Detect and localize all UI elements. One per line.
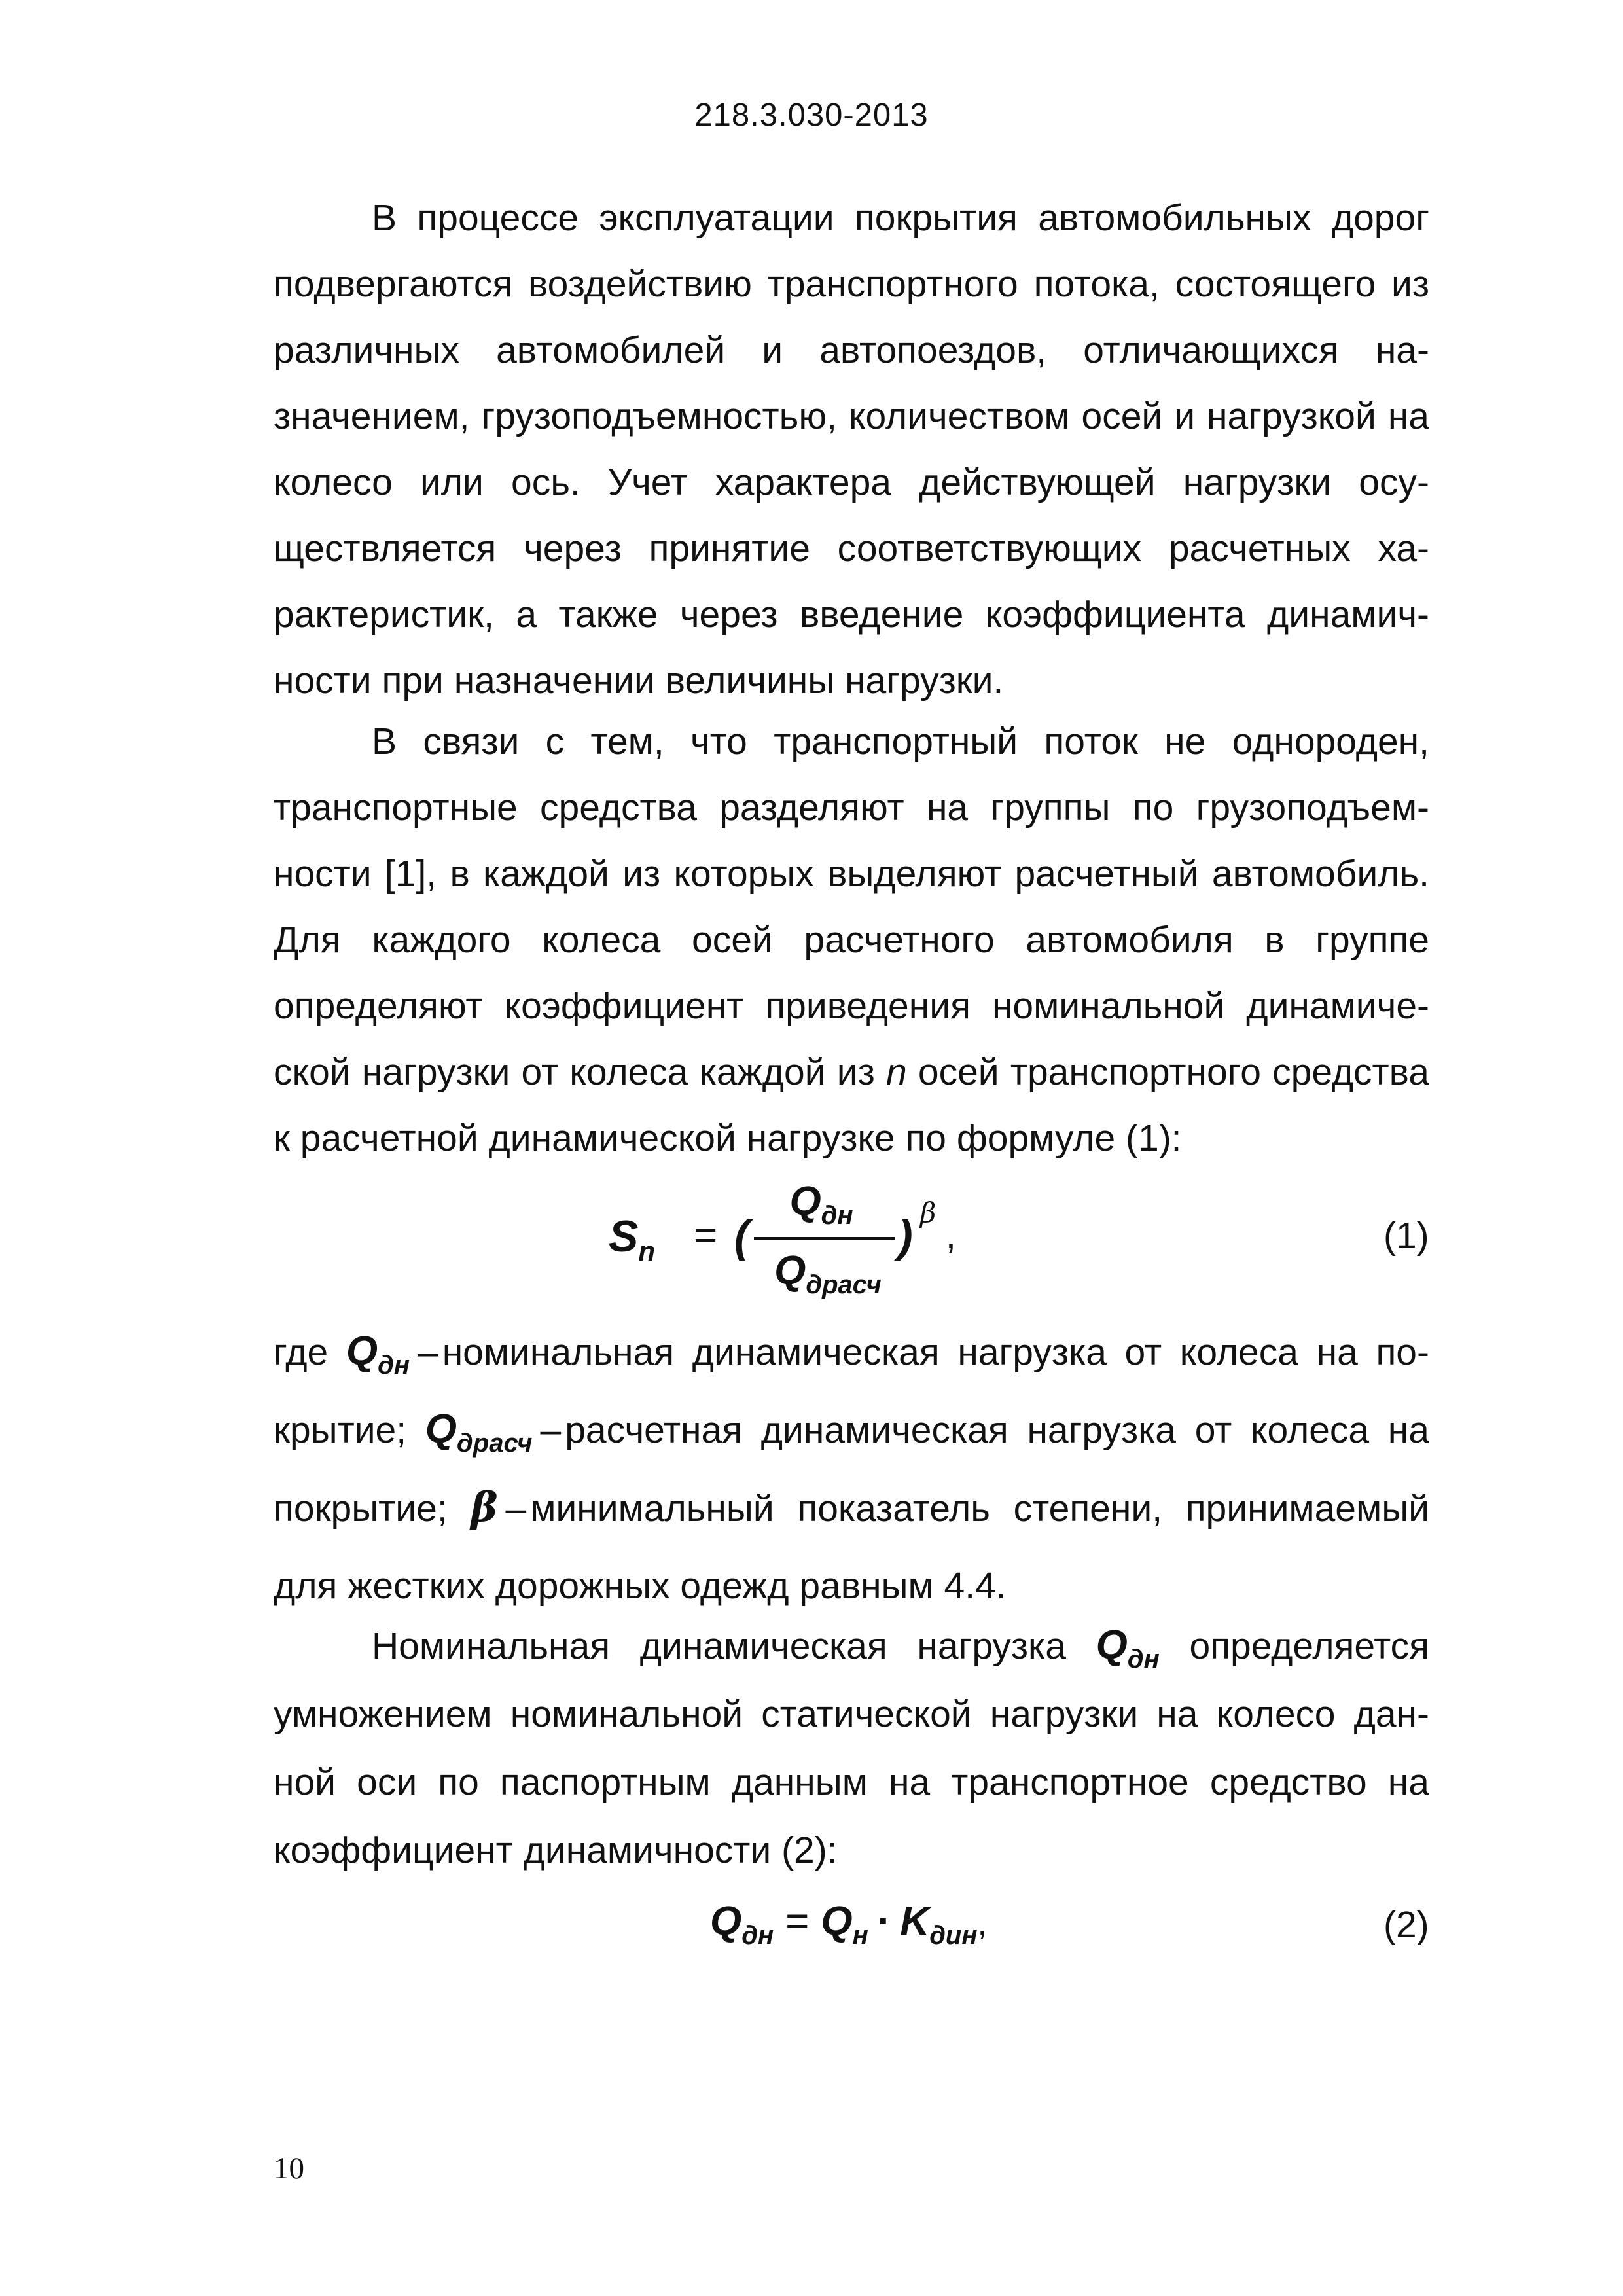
- formula-2-k-din: $K_{дин}$: [900, 1899, 978, 1950]
- paragraph-2: [274, 709, 1429, 1172]
- paragraph-4-text-a: Номинальная динамическая нагрузка: [372, 1625, 1066, 1667]
- formula-1-exponent: β: [920, 1196, 936, 1229]
- paragraph-4: [274, 1611, 1429, 1884]
- dash-1: –: [417, 1331, 438, 1373]
- formula-1-numerator: $Q_{дн}$: [789, 1179, 853, 1230]
- equation-number-1: (1): [1383, 1215, 1429, 1257]
- symbol-q-drasch: $Q_{драсч}$: [425, 1407, 533, 1458]
- dash-2: –: [540, 1409, 562, 1451]
- symbol-beta: β: [471, 1483, 498, 1531]
- symbol-q-dn: $Q_{дн}$: [346, 1329, 410, 1380]
- page-number: 10: [274, 2151, 304, 2185]
- paragraph-3: [274, 1313, 1429, 1624]
- paragraph-1-text: В процессе эксплуатации покрытия автомобильных дорог подвергаются воздействию транспортного потока, состоящего из различных автомобилей и автопоездов, отличающихся назначением, грузоподъемностью, количеством осей и нагрузкой на колесо или ось. Учет характера действующей нагрузки осуществляется через принятие соответствующих расчетных характеристик, а также через введение коэффициента динамичности при назначении величины нагрузки.: [274, 197, 1429, 702]
- formula-1-right-paren: ): [898, 1211, 913, 1261]
- dash-3: –: [505, 1488, 527, 1530]
- definition-beta: минимальный показатель степени, принимаемый для жестких дорожных одежд равным 4.4.: [274, 1488, 1430, 1607]
- formula-1-equals: =: [694, 1213, 718, 1258]
- multiplication-dot: ·: [877, 1899, 891, 1944]
- paragraph-1: [274, 185, 1429, 714]
- fraction-bar: [754, 1237, 895, 1240]
- where-word: где: [274, 1331, 329, 1373]
- formula-1: [609, 1178, 956, 1309]
- formula-2: [710, 1898, 987, 1950]
- formula-1-comma: ,: [946, 1215, 956, 1257]
- paragraph-4-text-b: определяется умножением номинальной статической нагрузки на колесо данной оси по паспортным данным на транспортное средство на коэффициент динамичности (2):: [274, 1625, 1429, 1871]
- formula-2-comma: ,: [977, 1905, 987, 1943]
- definition-q-drasch: расчетная динамическая нагрузка от колеса на покрытие;: [274, 1409, 1429, 1530]
- symbol-q-dn-inline: $Q_{дн}$: [1096, 1623, 1160, 1674]
- variable-n: n: [885, 1051, 907, 1093]
- formula-2-q-n: $Q_н$: [821, 1899, 868, 1950]
- paragraph-2-text-b: осей транспортного средства к расчетной динамической нагрузке по формуле (1):: [274, 1051, 1429, 1159]
- formula-2-lhs: $Q_{дн}$: [710, 1899, 774, 1950]
- document-code-header: 218.3.030-2013: [694, 98, 929, 133]
- paragraph-2-text-a: В связи с тем, что транспортный поток не однороден, транспортные средства разделяют на группы по грузоподъемности [1], в каждой из которых выделяют расчетный автомобиль. Для каждого колеса осей расчетного автомобиля в группе определяют коэффициент приведения номинальной динамической нагрузки от колеса каждой из: [274, 721, 1429, 1093]
- formula-1-left-paren: (: [734, 1211, 749, 1261]
- formula-2-equals: =: [785, 1899, 810, 1944]
- equation-number-2: (2): [1383, 1904, 1429, 1946]
- definition-q-dn: номинальная динамическая нагрузка от колеса на покрытие;: [274, 1331, 1429, 1451]
- formula-1-denominator: $Q_{драсч}$: [774, 1248, 882, 1299]
- formula-1-lhs: $S_n$: [609, 1211, 656, 1266]
